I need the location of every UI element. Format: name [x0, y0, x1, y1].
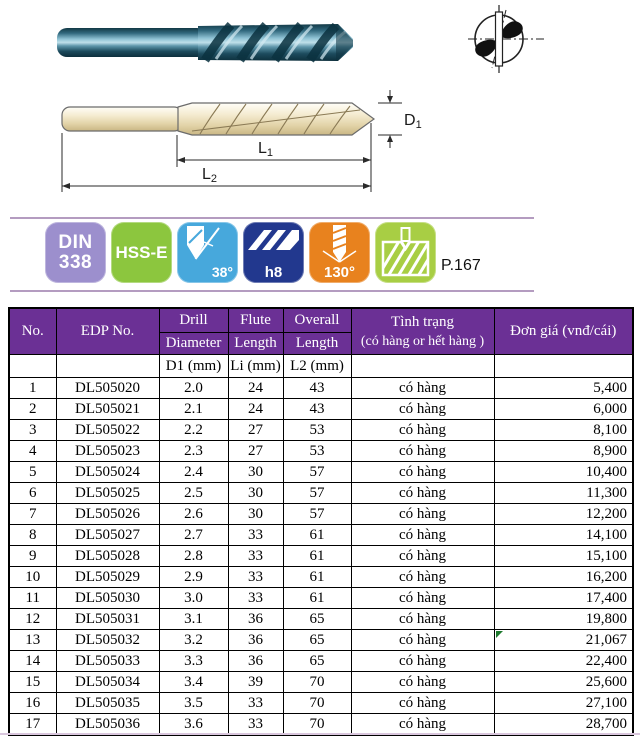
page-reference: P.167	[441, 257, 481, 274]
cell-no: 15	[9, 672, 56, 693]
cell-no: 10	[9, 567, 56, 588]
cell-edp: DL505026	[56, 504, 159, 525]
cell-d1: 2.7	[159, 525, 228, 546]
badge-tolerance-label: h8	[264, 264, 283, 281]
table-row	[9, 525, 633, 546]
status-header-line1: Tình trạng	[391, 313, 454, 330]
cell-edp: DL505034	[56, 672, 159, 693]
badge-point-angle	[309, 222, 370, 283]
cell-d1: 2.9	[159, 567, 228, 588]
subheader-empty-no	[9, 355, 56, 378]
cell-edp: DL505035	[56, 693, 159, 714]
cell-edp: DL505023	[56, 441, 159, 462]
cell-price: 17,400	[494, 588, 633, 609]
diagram-shank	[62, 107, 182, 131]
cell-d1: 2.1	[159, 399, 228, 420]
cell-no: 1	[9, 378, 56, 399]
cell-edp: DL505024	[56, 462, 159, 483]
cell-no: 7	[9, 504, 56, 525]
cell-no: 3	[9, 420, 56, 441]
cell-price: 22,400	[494, 651, 633, 672]
spec-badges	[45, 222, 436, 283]
cell-status: có hàng	[351, 546, 494, 567]
col-header-diameter: Diameter	[159, 333, 228, 355]
cell-li: 33	[228, 588, 283, 609]
cell-no: 17	[9, 714, 56, 736]
cell-d1: 3.5	[159, 693, 228, 714]
divider-top	[10, 217, 534, 219]
col-header-edp: EDP No.	[56, 308, 159, 355]
cell-no: 9	[9, 546, 56, 567]
cell-d1: 2.4	[159, 462, 228, 483]
cell-li: 33	[228, 525, 283, 546]
table-row	[9, 546, 633, 567]
table-row	[9, 672, 633, 693]
badge-din-line1: DIN	[58, 231, 93, 253]
cell-status: có hàng	[351, 399, 494, 420]
cell-li: 24	[228, 399, 283, 420]
cell-price: 8,900	[494, 441, 633, 462]
cell-d1: 3.4	[159, 672, 228, 693]
cell-d1: 2.5	[159, 483, 228, 504]
cell-status: có hàng	[351, 567, 494, 588]
dim-l2	[62, 166, 371, 189]
col-header-flute: Flute	[228, 308, 283, 333]
cell-li: 33	[228, 546, 283, 567]
product-table	[8, 307, 634, 736]
cell-price: 12,200	[494, 504, 633, 525]
drilling-application-icon	[375, 222, 436, 283]
subheader-empty-status	[351, 355, 494, 378]
cell-price: 8,100	[494, 420, 633, 441]
cell-edp: DL505022	[56, 420, 159, 441]
page-bottom-divider	[0, 733, 640, 735]
divider-bottom	[10, 290, 534, 292]
cell-li: 33	[228, 693, 283, 714]
cell-l2: 61	[283, 546, 351, 567]
cell-no: 14	[9, 651, 56, 672]
cell-price: 15,100	[494, 546, 633, 567]
col-header-status	[351, 308, 494, 355]
table-row	[9, 504, 633, 525]
table-row	[9, 567, 633, 588]
subheader-empty-edp	[56, 355, 159, 378]
table-row	[9, 399, 633, 420]
cell-l2: 57	[283, 462, 351, 483]
cell-d1: 3.6	[159, 714, 228, 736]
cell-no: 5	[9, 462, 56, 483]
badge-tolerance	[243, 222, 304, 283]
cell-price: 11,300	[494, 483, 633, 504]
cell-no: 16	[9, 693, 56, 714]
cell-li: 36	[228, 609, 283, 630]
cell-status: có hàng	[351, 714, 494, 736]
cell-status: có hàng	[351, 693, 494, 714]
cell-edp: DL505021	[56, 399, 159, 420]
cell-price: 27,100	[494, 693, 633, 714]
cell-d1: 3.0	[159, 588, 228, 609]
dim-l1	[177, 140, 371, 163]
cell-no: 6	[9, 483, 56, 504]
cell-l2: 53	[283, 420, 351, 441]
cell-li: 33	[228, 567, 283, 588]
cell-l2: 65	[283, 609, 351, 630]
cell-status: có hàng	[351, 462, 494, 483]
table-row	[9, 693, 633, 714]
col-header-overall-length: Length	[283, 333, 351, 355]
cell-edp: DL505036	[56, 714, 159, 736]
cell-d1: 3.2	[159, 630, 228, 651]
table-row	[9, 651, 633, 672]
subheader-empty-price	[494, 355, 633, 378]
cell-l2: 70	[283, 714, 351, 736]
cell-li: 36	[228, 651, 283, 672]
cell-l2: 61	[283, 567, 351, 588]
cell-edp: DL505029	[56, 567, 159, 588]
cell-edp: DL505032	[56, 630, 159, 651]
cell-l2: 70	[283, 672, 351, 693]
cell-status: có hàng	[351, 525, 494, 546]
cell-edp: DL505033	[56, 651, 159, 672]
cell-li: 27	[228, 420, 283, 441]
cell-li: 39	[228, 672, 283, 693]
table-row	[9, 609, 633, 630]
drill-shank	[57, 28, 207, 57]
cell-edp: DL505030	[56, 588, 159, 609]
diagram-flutes	[178, 103, 374, 135]
status-header-line2: (có hàng or hết hàng )	[360, 333, 485, 349]
cell-li: 30	[228, 483, 283, 504]
cell-status: có hàng	[351, 651, 494, 672]
cell-edp: DL505025	[56, 483, 159, 504]
cell-price: 19,800	[494, 609, 633, 630]
cell-no: 2	[9, 399, 56, 420]
col-header-price: Đơn giá (vnđ/cái)	[494, 308, 633, 355]
badge-application	[375, 222, 436, 283]
cell-l2: 61	[283, 588, 351, 609]
cell-price: 10,400	[494, 462, 633, 483]
cell-price: 14,100	[494, 525, 633, 546]
table-row	[9, 462, 633, 483]
cell-no: 12	[9, 609, 56, 630]
cell-d1: 2.6	[159, 504, 228, 525]
label-d1: D1	[404, 112, 422, 131]
cell-d1: 2.0	[159, 378, 228, 399]
cell-d1: 2.3	[159, 441, 228, 462]
cell-status: có hàng	[351, 483, 494, 504]
col-header-no: No.	[9, 308, 56, 355]
cell-price: 25,600	[494, 672, 633, 693]
col-header-overall: Overall	[283, 308, 351, 333]
badge-din-line2: 338	[58, 251, 93, 273]
cell-d1: 3.3	[159, 651, 228, 672]
cell-price: 21,067	[494, 630, 633, 651]
table-row	[9, 441, 633, 462]
cell-status: có hàng	[351, 588, 494, 609]
cell-edp: DL505028	[56, 546, 159, 567]
cell-l2: 65	[283, 630, 351, 651]
cell-price: 5,400	[494, 378, 633, 399]
col-header-flute-length: Length	[228, 333, 283, 355]
cell-l2: 43	[283, 399, 351, 420]
drill-photo	[0, 0, 640, 90]
dimension-diagram	[0, 90, 640, 215]
badge-hss-e	[111, 222, 172, 283]
cell-li: 27	[228, 441, 283, 462]
cell-d1: 2.8	[159, 546, 228, 567]
badge-hss-label: HSS-E	[115, 242, 168, 262]
cell-no: 8	[9, 525, 56, 546]
cell-no: 4	[9, 441, 56, 462]
badge-helix-angle	[177, 222, 238, 283]
cell-l2: 57	[283, 504, 351, 525]
cell-li: 30	[228, 462, 283, 483]
cell-li: 36	[228, 630, 283, 651]
cell-status: có hàng	[351, 672, 494, 693]
table-row	[9, 483, 633, 504]
cell-status: có hàng	[351, 378, 494, 399]
cell-no: 11	[9, 588, 56, 609]
badge-point-angle-label: 130°	[323, 264, 356, 281]
table-row	[9, 714, 633, 736]
cell-status: có hàng	[351, 630, 494, 651]
cell-price: 16,200	[494, 567, 633, 588]
cell-status: có hàng	[351, 609, 494, 630]
cell-d1: 2.2	[159, 420, 228, 441]
table-body	[9, 378, 633, 736]
cell-li: 33	[228, 714, 283, 736]
cell-l2: 65	[283, 651, 351, 672]
cell-li: 30	[228, 504, 283, 525]
cell-l2: 70	[283, 693, 351, 714]
badge-din-338	[45, 222, 106, 283]
cell-status: có hàng	[351, 441, 494, 462]
cell-edp: DL505027	[56, 525, 159, 546]
table-row	[9, 378, 633, 399]
cell-no: 13	[9, 630, 56, 651]
table-row	[9, 630, 633, 651]
cell-li: 24	[228, 378, 283, 399]
label-l1: L1	[258, 140, 274, 159]
cell-price: 28,700	[494, 714, 633, 736]
subheader-l2: L2 (mm)	[283, 355, 351, 378]
col-header-drill: Drill	[159, 308, 228, 333]
cell-l2: 53	[283, 441, 351, 462]
subheader-d1: D1 (mm)	[159, 355, 228, 378]
cell-status: có hàng	[351, 504, 494, 525]
table-row	[9, 588, 633, 609]
cell-l2: 57	[283, 483, 351, 504]
label-l2: L2	[202, 166, 218, 185]
cell-l2: 61	[283, 525, 351, 546]
cell-edp: DL505020	[56, 378, 159, 399]
cell-status: có hàng	[351, 420, 494, 441]
subheader-li: Li (mm)	[228, 355, 283, 378]
badge-helix-label: 38°	[211, 264, 233, 280]
cell-l2: 43	[283, 378, 351, 399]
cell-d1: 3.1	[159, 609, 228, 630]
cross-section-icon	[468, 5, 544, 73]
cell-edp: DL505031	[56, 609, 159, 630]
cell-price: 6,000	[494, 399, 633, 420]
cell-note-marker	[496, 631, 503, 638]
table-row	[9, 420, 633, 441]
